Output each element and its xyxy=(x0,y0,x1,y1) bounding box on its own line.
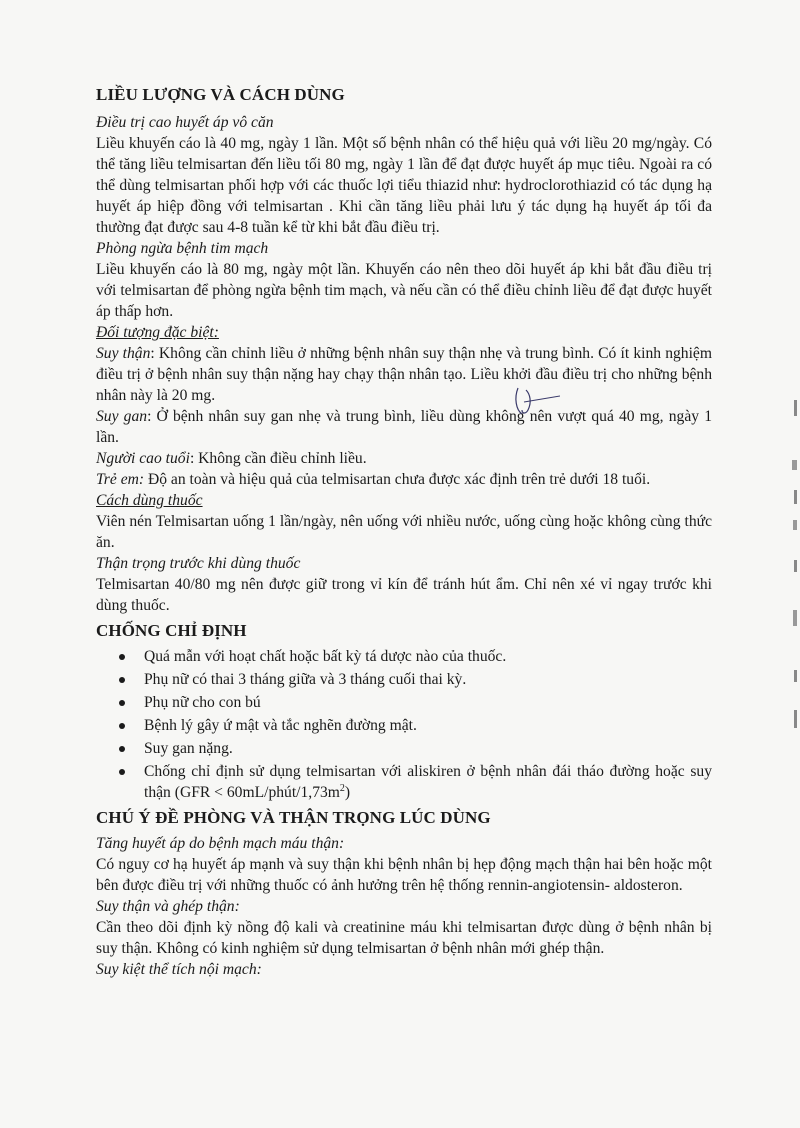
paragraph-renovascular: Có nguy cơ hạ huyết áp mạnh và suy thận khi bệnh nhân bị hẹp động mạch thận hai bên hoặc một bên được điều trị với những thuốc có ảnh hưởng trên hệ thống rennin-angiotensin- aldosteron. xyxy=(96,856,712,894)
margin-binding-marks xyxy=(770,380,800,740)
binding-marks-icon xyxy=(770,380,800,740)
handwritten-mark xyxy=(500,380,560,420)
list-item-text: Chống chỉ định sử dụng telmisartan với aliskiren ở bệnh nhân đái tháo đường hoặc suy thận (GFR < 60mL/phút/1,73m xyxy=(144,763,712,801)
paragraph-transplant: Cần theo dõi định kỳ nồng độ kali và creatinine máu khi telmisartan được dùng ở bệnh nhân bị suy thận. Không có kinh nghiệm sử dụng telmisartan ở bệnh nhân mới ghép thận. xyxy=(96,919,712,957)
paragraph-children xyxy=(96,469,712,490)
subheading-caution: Thận trọng trước khi dùng thuốc xyxy=(96,555,301,572)
lead-hepatic: Suy gan xyxy=(96,408,148,425)
subheading-cardio: Phòng ngừa bệnh tim mạch xyxy=(96,240,269,257)
paragraph-renal xyxy=(96,343,712,406)
list-item-end: ) xyxy=(344,784,351,801)
list-item: Phụ nữ có thai 3 tháng giữa và 3 tháng cuối thai kỳ. xyxy=(144,669,712,690)
contraindication-list xyxy=(96,646,712,803)
superscript: 2 xyxy=(339,782,345,794)
paragraph-hypertension: Liều khuyến cáo là 40 mg, ngày 1 lần. Một số bệnh nhân có thể hiệu quả với liều 20 mg/ngày. Có thể tăng liều telmisartan đến liều tối 80 mg, ngày 1 lần để đạt được huyết áp mục tiêu. Ngoài ra có thể dùng telmisartan phối hợp với các thuốc lợi tiểu thiazid như: hydroclorothiazid có tác dụng hạ huyết áp hiệp đồng với telmisartan . Khi cần tăng liều phải lưu ý tác dụng hạ huyết áp tối đa thường đạt được sau 4-8 tuần kể từ khi bắt đầu điều trị. xyxy=(96,135,712,236)
text-renal: : Không cần chỉnh liều ở những bệnh nhân suy thận nhẹ và trung bình. Có ít kinh nghiệm điều trị ở bệnh nhân suy thận nặng hay chạy thận nhân tạo. Liều khởi đầu điều trị cho những bệnh nhân này là 20 mg. xyxy=(96,345,712,404)
list-item: Quá mẫn với hoạt chất hoặc bất kỳ tá dược nào của thuốc. xyxy=(144,646,712,667)
subheading-special-groups: Đối tượng đặc biệt: xyxy=(96,324,219,341)
subheading-volume-depletion: Suy kiệt thể tích nội mạch: xyxy=(96,961,262,978)
lead-elderly: Người cao tuổi xyxy=(96,450,190,467)
subheading-hypertension: Điều trị cao huyết áp vô căn xyxy=(96,114,274,131)
heading-contraindications: CHỐNG CHỈ ĐỊNH xyxy=(96,621,247,640)
text-hepatic: : Ở bệnh nhân suy gan nhẹ và trung bình, liều dùng không nên vượt quá 40 mg, ngày 1 lần. xyxy=(96,408,712,446)
list-item: Bệnh lý gây ứ mật và tắc nghẽn đường mật. xyxy=(144,715,712,736)
list-item xyxy=(144,761,712,803)
document-body xyxy=(96,80,712,980)
list-item: Suy gan nặng. xyxy=(144,738,712,759)
lead-children: Trẻ em: xyxy=(96,471,145,488)
subheading-usage: Cách dùng thuốc xyxy=(96,492,203,509)
subheading-transplant: Suy thận và ghép thận: xyxy=(96,898,240,915)
paragraph-elderly xyxy=(96,448,712,469)
list-item: Phụ nữ cho con bú xyxy=(144,692,712,713)
text-children: Độ an toàn và hiệu quả của telmisartan chưa được xác định trên trẻ dưới 18 tuổi. xyxy=(144,471,651,488)
heading-precautions: CHÚ Ý ĐỀ PHÒNG VÀ THẬN TRỌNG LÚC DÙNG xyxy=(96,808,491,827)
paragraph-usage: Viên nén Telmisartan uống 1 lần/ngày, nên uống với nhiều nước, uống cùng hoặc không cùng thức ăn. xyxy=(96,513,712,551)
paragraph-caution: Telmisartan 40/80 mg nên được giữ trong vỉ kín để tránh hút ẩm. Chỉ nên xé vỉ ngay trước khi dùng thuốc. xyxy=(96,576,712,614)
subheading-renovascular: Tăng huyết áp do bệnh mạch máu thận: xyxy=(96,835,345,852)
lead-renal: Suy thận xyxy=(96,345,151,362)
text-elderly: : Không cần điều chỉnh liều. xyxy=(189,450,367,467)
paragraph-cardio: Liều khuyến cáo là 80 mg, ngày một lần. Khuyến cáo nên theo dõi huyết áp khi bắt đầu điều trị với telmisartan để phòng ngừa bệnh tim mạch, và nếu cần có thể điều chỉnh liều để đạt được huyết áp thấp hơn. xyxy=(96,261,712,320)
paragraph-hepatic xyxy=(96,406,712,448)
heading-dosage: LIỀU LƯỢNG VÀ CÁCH DÙNG xyxy=(96,85,345,104)
